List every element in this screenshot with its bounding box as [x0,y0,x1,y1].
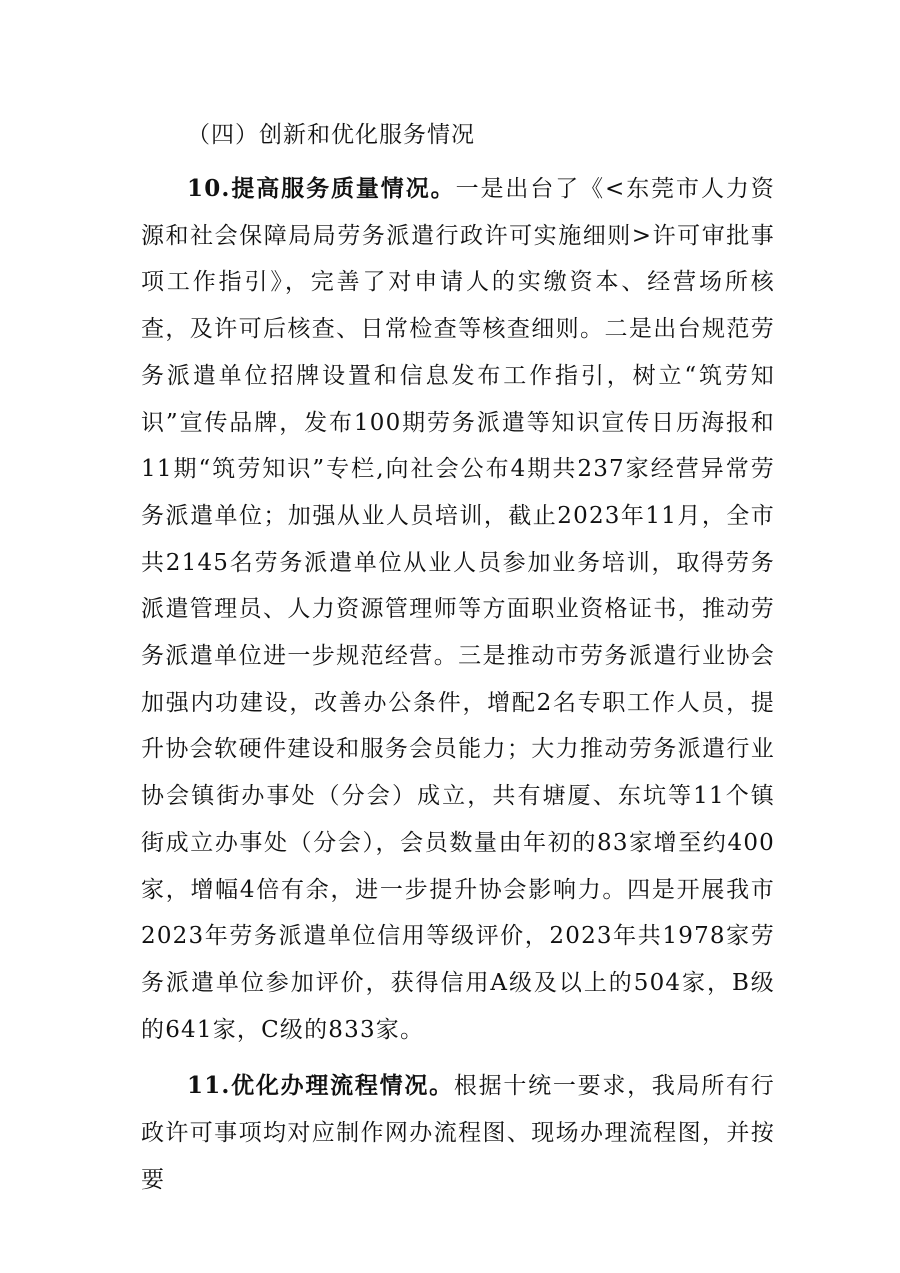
paragraph-process-optimization [141,1063,775,1203]
paragraph-body: 根据十统一要求，我局所有行政许可事项均对应制作网办流程图、现场办理流程图，并按要 [141,1073,775,1193]
paragraph-lead: 11.优化办理流程情况。 [187,1072,454,1100]
paragraph-lead: 10.提高服务质量情况。 [187,175,456,202]
paragraph-service-quality [141,166,775,1053]
paragraph-body: 一是出台了《<东莞市人力资源和社会保障局局劳务派遣行政许可实施细则>许可审批事项工作指引》，完善了对申请人的实缴资本、经营场所核查，及许可后核查、日常检查等核查细则。二是出台规范劳务派遣单位招牌设置和信息发布工作指引，树立“筑劳知识”宣传品牌，发布100期劳务派遣等知识宣传日历海报和11期“筑劳知识”专栏,向社会公布4期共237家经营异常劳务派遣单位；加强从业人员培训，截止2023年11月，全市共2145名劳务派遣单位从业人员参加业务培训，取得劳务派遣管理员、人力资源管理师等方面职业资格证书，推动劳务派遣单位进一步规范经营。三是推动市劳务派遣行业协会加强内功建设，改善办公条件，增配2名专职工作人员，提升协会软硬件建设和服务会员能力；大力推动劳务派遣行业协会镇街办事处（分会）成立，共有塘厦、东坑等11个镇街成立办事处（分会），会员数量由年初的83家增至约400家，增幅4倍有余，进一步提升协会影响力。四是开展我市2023年劳务派遣单位信用等级评价，2023年共1978家劳务派遣单位参加评价，获得信用A级及以上的504家，B级的641家，C级的833家。 [141,176,775,1043]
document-body [141,112,775,1203]
heading-spacer [141,158,775,166]
section-heading: （四）创新和优化服务情况 [187,122,475,148]
